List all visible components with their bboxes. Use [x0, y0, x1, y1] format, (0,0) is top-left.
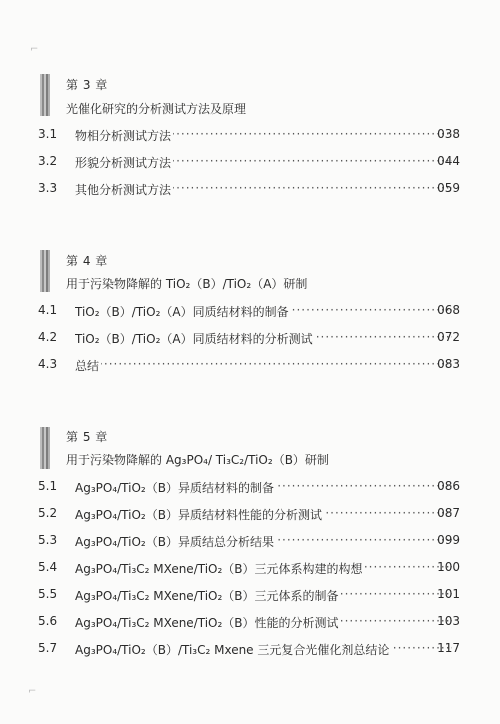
section-number: 5.7 [38, 641, 58, 655]
section-title: Ag₃PO₄/TiO₂（B）异质结材料的制备 ····· [75, 479, 452, 496]
page-number: 101 [437, 587, 460, 601]
page-number: 087 [437, 506, 460, 520]
section-number: 5.5 [38, 587, 58, 601]
toc-entry[interactable] [0, 181, 500, 199]
section-number: 5.1 [38, 479, 58, 493]
section-number: 3.2 [38, 154, 58, 168]
section-title: Ag₃PO₄/TiO₂（B）/Ti₃C₂ Mxene 三元复合光催化剂总结论 ····· [75, 641, 452, 658]
chapter-marker-bar [40, 427, 50, 469]
page-number: 086 [437, 479, 460, 493]
toc-entry[interactable] [0, 303, 500, 321]
page-number: 117 [437, 641, 460, 655]
chapter-label: 第 5 章 [66, 430, 108, 444]
section-title: TiO₂（B）/TiO₂（A）同质结材料的分析测试 ····· [75, 330, 452, 347]
section-number: 3.1 [38, 127, 58, 141]
page-number: 044 [437, 154, 460, 168]
chapter-label: 第 3 章 [66, 78, 108, 92]
page-number: 072 [437, 330, 460, 344]
chapter-marker-bar [40, 74, 50, 116]
section-number: 4.3 [38, 357, 58, 371]
toc-entry[interactable] [0, 127, 500, 145]
toc-entry[interactable] [0, 357, 500, 375]
page-number: 103 [437, 614, 460, 628]
chapter-title: 用于污染物降解的 Ag₃PO₄/ Ti₃C₂/TiO₂（B）研制 [66, 453, 329, 467]
toc-entry[interactable] [0, 587, 500, 605]
section-title: 形貌分析测试方法 ····· [75, 154, 452, 171]
page-number: 100 [437, 560, 460, 574]
section-number: 5.6 [38, 614, 58, 628]
section-number: 3.3 [38, 181, 58, 195]
toc-entry[interactable] [0, 560, 500, 578]
chapter-title: 用于污染物降解的 TiO₂（B）/TiO₂（A）研制 [66, 277, 308, 291]
toc-entry[interactable] [0, 330, 500, 348]
toc-entry[interactable] [0, 154, 500, 172]
section-number: 5.3 [38, 533, 58, 547]
scan-mark: ⌐ [28, 686, 37, 697]
section-number: 5.4 [38, 560, 58, 574]
section-title: TiO₂（B）/TiO₂（A）同质结材料的制备 ····· [75, 303, 452, 320]
chapter-title: 光催化研究的分析测试方法及原理 [66, 102, 247, 116]
chapter-label: 第 4 章 [66, 254, 108, 268]
section-title: Ag₃PO₄/Ti₃C₂ MXene/TiO₂（B）性能的分析测试 ····· [75, 614, 452, 631]
section-title: 总结 ····· [75, 357, 452, 374]
section-title: Ag₃PO₄/TiO₂（B）异质结材料性能的分析测试 ····· [75, 506, 452, 523]
page-number: 059 [437, 181, 460, 195]
page-number: 038 [437, 127, 460, 141]
toc-entry[interactable] [0, 641, 500, 659]
section-title: 物相分析测试方法 ····· [75, 127, 452, 144]
section-title: Ag₃PO₄/Ti₃C₂ MXene/TiO₂（B）三元体系构建的构想 ····· [75, 560, 452, 577]
section-title: 其他分析测试方法 ····· [75, 181, 452, 198]
scan-mark: ⌐ [30, 44, 39, 55]
page-number: 083 [437, 357, 460, 371]
section-number: 4.1 [38, 303, 58, 317]
section-number: 4.2 [38, 330, 58, 344]
page-number: 099 [437, 533, 460, 547]
toc-entry[interactable] [0, 533, 500, 551]
toc-entry[interactable] [0, 506, 500, 524]
toc-entry[interactable] [0, 614, 500, 632]
section-number: 5.2 [38, 506, 58, 520]
chapter-marker-bar [40, 250, 50, 292]
page-number: 068 [437, 303, 460, 317]
section-title: Ag₃PO₄/Ti₃C₂ MXene/TiO₂（B）三元体系的制备 ····· [75, 587, 452, 604]
toc-entry[interactable] [0, 479, 500, 497]
section-title: Ag₃PO₄/TiO₂（B）异质结总分析结果 ····· [75, 533, 452, 550]
